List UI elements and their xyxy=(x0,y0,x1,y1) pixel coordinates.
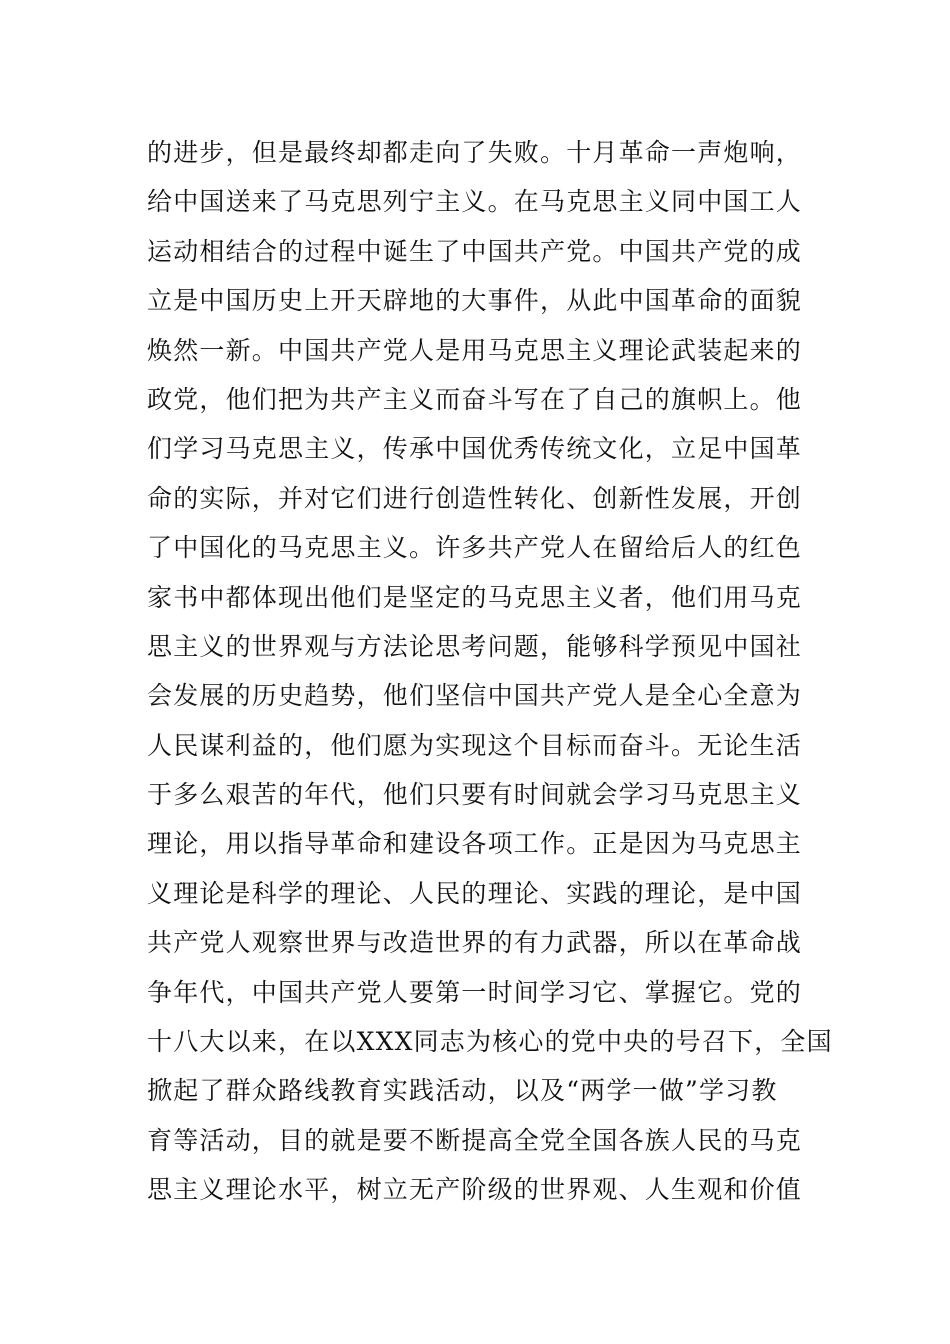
text-line: 运动相结合的过程中诞生了中国共产党。中国共产党的成 xyxy=(147,236,803,266)
text-line: 争年代，中国共产党人要第一时间学习它、掌握它。党的 xyxy=(147,977,803,1007)
text-line: 焕然一新。中国共产党人是用马克思主义理论武装起来的 xyxy=(147,335,803,365)
text-line: 立是中国历史上开天辟地的大事件，从此中国革命的面貌 xyxy=(147,286,803,316)
text-line: 十八大以来，在以XXX同志为核心的党中央的号召下，全国 xyxy=(147,1027,833,1057)
text-line: 会发展的历史趋势，他们坚信中国共产党人是全心全意为 xyxy=(147,681,803,711)
text-line: 思主义理论水平，树立无产阶级的世界观、人生观和价值 xyxy=(147,1175,803,1205)
text-line: 人民谋利益的，他们愿为实现这个目标而奋斗。无论生活 xyxy=(147,730,803,760)
text-line: 的进步，但是最终却都走向了失败。十月革命一声炮响， xyxy=(147,138,803,167)
text-line: 命的实际，并对它们进行创造性转化、创新性发展，开创 xyxy=(147,483,803,513)
text-line: 共产党人观察世界与改造世界的有力武器，所以在革命战 xyxy=(147,928,803,958)
text-line: 于多么艰苦的年代，他们只要有时间就会学习马克思主义 xyxy=(147,780,803,810)
body-text xyxy=(147,128,833,1215)
text-line: 思主义的世界观与方法论思考问题，能够科学预见中国社 xyxy=(147,631,803,661)
text-line: 育等活动，目的就是要不断提高全党全国各族人民的马克 xyxy=(147,1125,803,1155)
text-line: 了中国化的马克思主义。许多共产党人在留给后人的红色 xyxy=(147,533,803,563)
text-line: 们学习马克思主义，传承中国优秀传统文化，立足中国革 xyxy=(147,434,803,464)
text-line: 掀起了群众路线教育实践活动，以及“两学一做”学习教 xyxy=(147,1076,778,1106)
text-line: 理论，用以指导革命和建设各项工作。正是因为马克思主 xyxy=(147,829,803,859)
text-line: 政党，他们把为共产主义而奋斗写在了自己的旗帜上。他 xyxy=(147,384,803,414)
text-line: 给中国送来了马克思列宁主义。在马克思主义同中国工人 xyxy=(147,187,803,217)
text-line: 义理论是科学的理论、人民的理论、实践的理论，是中国 xyxy=(147,878,803,908)
text-line: 家书中都体现出他们是坚定的马克思主义者，他们用马克 xyxy=(147,582,803,612)
